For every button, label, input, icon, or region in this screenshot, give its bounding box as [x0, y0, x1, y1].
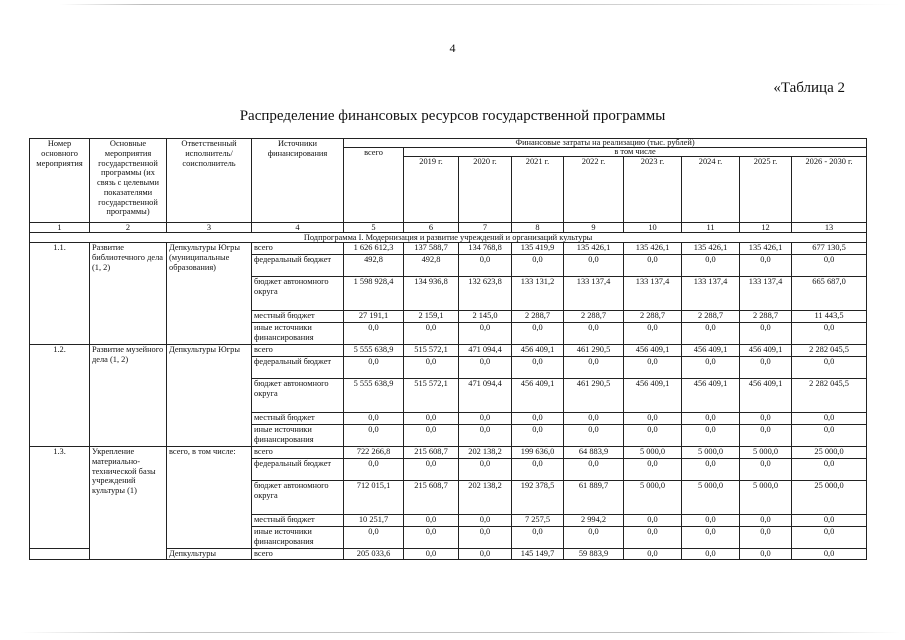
header-row-1 — [30, 139, 867, 148]
amount-cell: 0,0 — [459, 549, 512, 560]
header-responsible: Ответственный исполнитель/ соисполнитель — [167, 139, 252, 223]
amount-cell: 515 572,1 — [404, 345, 459, 357]
amount-cell: 0,0 — [792, 323, 867, 345]
amount-cell: 456 409,1 — [682, 345, 740, 357]
amount-cell: 5 555 638,9 — [344, 379, 404, 413]
responsible-executor: Депкультуры Югры — [167, 345, 252, 447]
amount-cell: 0,0 — [740, 413, 792, 425]
amount-cell: 25 000,0 — [792, 481, 867, 515]
amount-cell: 133 131,2 — [512, 277, 564, 311]
amount-cell: 0,0 — [740, 255, 792, 277]
amount-cell: 471 094,4 — [459, 379, 512, 413]
activity-name: Укрепление материально-технической базы учреждений культуры (1) — [90, 447, 167, 560]
amount-cell: 1 626 612,3 — [344, 243, 404, 255]
amount-cell: 0,0 — [564, 357, 624, 379]
responsible-executor: Депкультуры Югры (муниципальные образования) — [167, 243, 252, 345]
header-main-activities: Основные мероприятия государственной программы (их связь с целевыми показателями государственной программы) — [90, 139, 167, 223]
amount-cell: 0,0 — [459, 527, 512, 549]
column-number: 6 — [404, 223, 459, 233]
amount-cell: 471 094,4 — [459, 345, 512, 357]
amount-cell: 135 426,1 — [682, 243, 740, 255]
amount-cell: 145 149,7 — [512, 549, 564, 560]
column-number: 8 — [512, 223, 564, 233]
table-row — [30, 447, 867, 459]
amount-cell: 456 409,1 — [740, 345, 792, 357]
amount-cell: 0,0 — [792, 549, 867, 560]
amount-cell: 199 636,0 — [512, 447, 564, 459]
funding-source: иные источники финансирования — [252, 425, 344, 447]
column-number: 12 — [740, 223, 792, 233]
amount-cell: 0,0 — [344, 357, 404, 379]
amount-cell: 133 137,4 — [564, 277, 624, 311]
amount-cell: 0,0 — [682, 515, 740, 527]
table-body — [30, 233, 867, 560]
amount-cell: 0,0 — [564, 323, 624, 345]
amount-cell: 5 555 638,9 — [344, 345, 404, 357]
header-year: 2021 г. — [512, 157, 564, 223]
amount-cell: 456 409,1 — [624, 379, 682, 413]
header-sources: Источники финансирования — [252, 139, 344, 223]
amount-cell: 0,0 — [404, 459, 459, 481]
amount-cell: 215 608,7 — [404, 447, 459, 459]
subprogram-row — [30, 233, 867, 243]
funding-source: всего — [252, 447, 344, 459]
amount-cell: 0,0 — [404, 527, 459, 549]
amount-cell: 0,0 — [564, 413, 624, 425]
amount-cell: 0,0 — [740, 549, 792, 560]
column-number: 4 — [252, 223, 344, 233]
amount-cell: 0,0 — [459, 255, 512, 277]
funding-source: бюджет автономного округа — [252, 277, 344, 311]
column-number: 11 — [682, 223, 740, 233]
amount-cell: 2 145,0 — [459, 311, 512, 323]
amount-cell: 0,0 — [682, 413, 740, 425]
amount-cell: 456 409,1 — [740, 379, 792, 413]
amount-cell: 456 409,1 — [512, 379, 564, 413]
funding-source: местный бюджет — [252, 515, 344, 527]
amount-cell: 27 191,1 — [344, 311, 404, 323]
amount-cell: 0,0 — [682, 255, 740, 277]
amount-cell: 0,0 — [740, 425, 792, 447]
responsible-executor: всего, в том числе: — [167, 447, 252, 549]
amount-cell: 0,0 — [404, 515, 459, 527]
funding-source: всего — [252, 345, 344, 357]
amount-cell: 61 889,7 — [564, 481, 624, 515]
amount-cell: 0,0 — [624, 515, 682, 527]
amount-cell: 0,0 — [512, 413, 564, 425]
amount-cell: 0,0 — [792, 255, 867, 277]
header-year: 2023 г. — [624, 157, 682, 223]
amount-cell: 0,0 — [740, 527, 792, 549]
amount-cell: 0,0 — [344, 527, 404, 549]
amount-cell: 0,0 — [740, 323, 792, 345]
amount-cell: 0,0 — [682, 357, 740, 379]
amount-cell: 515 572,1 — [404, 379, 459, 413]
header-year: 2024 г. — [682, 157, 740, 223]
amount-cell: 5 000,0 — [682, 481, 740, 515]
header-number: Номер основного мероприятия — [30, 139, 90, 223]
amount-cell: 0,0 — [792, 425, 867, 447]
scan-edge-bottom — [20, 632, 900, 633]
amount-cell: 132 623,8 — [459, 277, 512, 311]
amount-cell: 2 282 045,5 — [792, 345, 867, 357]
amount-cell: 135 426,1 — [624, 243, 682, 255]
amount-cell: 2 288,7 — [682, 311, 740, 323]
amount-cell: 5 000,0 — [624, 481, 682, 515]
column-number: 13 — [792, 223, 867, 233]
amount-cell: 456 409,1 — [682, 379, 740, 413]
amount-cell: 2 994,2 — [564, 515, 624, 527]
amount-cell: 5 000,0 — [682, 447, 740, 459]
amount-cell: 0,0 — [792, 413, 867, 425]
amount-cell: 192 378,5 — [512, 481, 564, 515]
amount-cell: 2 288,7 — [564, 311, 624, 323]
amount-cell: 0,0 — [404, 549, 459, 560]
amount-cell: 461 290,5 — [564, 345, 624, 357]
amount-cell: 665 687,0 — [792, 277, 867, 311]
amount-cell: 135 419,9 — [512, 243, 564, 255]
amount-cell: 5 000,0 — [740, 447, 792, 459]
amount-cell: 0,0 — [624, 323, 682, 345]
header-year: 2020 г. — [459, 157, 512, 223]
header-year: 2026 - 2030 г. — [792, 157, 867, 223]
table-row — [30, 345, 867, 357]
amount-cell: 677 130,5 — [792, 243, 867, 255]
amount-cell: 133 137,4 — [740, 277, 792, 311]
funding-source: всего — [252, 549, 344, 560]
amount-cell: 202 138,2 — [459, 481, 512, 515]
amount-cell: 712 015,1 — [344, 481, 404, 515]
amount-cell: 11 443,5 — [792, 311, 867, 323]
amount-cell: 0,0 — [459, 459, 512, 481]
header-year: 2019 г. — [404, 157, 459, 223]
header-year: 2025 г. — [740, 157, 792, 223]
amount-cell: 7 257,5 — [512, 515, 564, 527]
column-number: 2 — [90, 223, 167, 233]
amount-cell: 0,0 — [740, 459, 792, 481]
column-number: 5 — [344, 223, 404, 233]
amount-cell: 134 936,8 — [404, 277, 459, 311]
header-including: в том числе — [404, 148, 867, 157]
funding-source: бюджет автономного округа — [252, 481, 344, 515]
amount-cell: 0,0 — [564, 425, 624, 447]
amount-cell: 0,0 — [404, 323, 459, 345]
header-total: всего — [344, 148, 404, 223]
funding-source: местный бюджет — [252, 311, 344, 323]
column-numbers-row — [30, 223, 867, 233]
amount-cell: 0,0 — [404, 413, 459, 425]
amount-cell: 0,0 — [512, 255, 564, 277]
amount-cell: 0,0 — [404, 357, 459, 379]
activity-number — [30, 549, 90, 560]
amount-cell: 135 426,1 — [564, 243, 624, 255]
column-number: 10 — [624, 223, 682, 233]
activity-name: Развитие библиотечного дела (1, 2) — [90, 243, 167, 345]
amount-cell: 0,0 — [459, 323, 512, 345]
column-number: 1 — [30, 223, 90, 233]
activity-number: 1.1. — [30, 243, 90, 345]
amount-cell: 0,0 — [682, 323, 740, 345]
amount-cell: 722 266,8 — [344, 447, 404, 459]
amount-cell: 456 409,1 — [512, 345, 564, 357]
financial-resources-table — [29, 138, 867, 560]
amount-cell: 133 137,4 — [624, 277, 682, 311]
amount-cell: 137 588,7 — [404, 243, 459, 255]
amount-cell: 0,0 — [344, 413, 404, 425]
amount-cell: 0,0 — [682, 459, 740, 481]
column-number: 7 — [459, 223, 512, 233]
amount-cell: 2 288,7 — [624, 311, 682, 323]
amount-cell: 0,0 — [792, 515, 867, 527]
column-number: 9 — [564, 223, 624, 233]
amount-cell: 0,0 — [564, 459, 624, 481]
amount-cell: 133 137,4 — [682, 277, 740, 311]
amount-cell: 0,0 — [624, 527, 682, 549]
amount-cell: 0,0 — [459, 425, 512, 447]
amount-cell: 10 251,7 — [344, 515, 404, 527]
amount-cell: 0,0 — [624, 413, 682, 425]
amount-cell: 5 000,0 — [740, 481, 792, 515]
amount-cell: 215 608,7 — [404, 481, 459, 515]
amount-cell: 0,0 — [459, 413, 512, 425]
funding-source: федеральный бюджет — [252, 357, 344, 379]
amount-cell: 2 159,1 — [404, 311, 459, 323]
amount-cell: 0,0 — [404, 425, 459, 447]
responsible-executor: Депкультуры — [167, 549, 252, 560]
activity-number: 1.3. — [30, 447, 90, 549]
amount-cell: 0,0 — [740, 357, 792, 379]
amount-cell: 5 000,0 — [624, 447, 682, 459]
amount-cell: 461 290,5 — [564, 379, 624, 413]
amount-cell: 0,0 — [682, 549, 740, 560]
funding-source: местный бюджет — [252, 413, 344, 425]
table-row — [30, 243, 867, 255]
amount-cell: 0,0 — [344, 425, 404, 447]
funding-source: федеральный бюджет — [252, 255, 344, 277]
subprogram-title: Подпрограмма I. Модернизация и развитие учреждений и организаций культуры — [30, 233, 867, 243]
amount-cell: 0,0 — [512, 459, 564, 481]
amount-cell: 492,8 — [404, 255, 459, 277]
amount-cell: 0,0 — [792, 357, 867, 379]
amount-cell: 2 282 045,5 — [792, 379, 867, 413]
amount-cell: 2 288,7 — [740, 311, 792, 323]
amount-cell: 0,0 — [792, 459, 867, 481]
funding-source: всего — [252, 243, 344, 255]
funding-source: иные источники финансирования — [252, 323, 344, 345]
amount-cell: 25 000,0 — [792, 447, 867, 459]
column-number: 3 — [167, 223, 252, 233]
amount-cell: 0,0 — [344, 323, 404, 345]
table-reference: «Таблица 2 — [773, 80, 845, 96]
amount-cell: 0,0 — [740, 515, 792, 527]
amount-cell: 456 409,1 — [624, 345, 682, 357]
amount-cell: 0,0 — [624, 459, 682, 481]
amount-cell: 135 426,1 — [740, 243, 792, 255]
amount-cell: 0,0 — [624, 255, 682, 277]
header-year: 2022 г. — [564, 157, 624, 223]
amount-cell: 0,0 — [512, 527, 564, 549]
amount-cell: 0,0 — [512, 357, 564, 379]
amount-cell: 0,0 — [624, 425, 682, 447]
funding-source: федеральный бюджет — [252, 459, 344, 481]
amount-cell: 1 598 928,4 — [344, 277, 404, 311]
funding-source: бюджет автономного округа — [252, 379, 344, 413]
amount-cell: 0,0 — [512, 425, 564, 447]
amount-cell: 64 883,9 — [564, 447, 624, 459]
activity-name: Развитие музейного дела (1, 2) — [90, 345, 167, 447]
amount-cell: 0,0 — [344, 459, 404, 481]
amount-cell: 492,8 — [344, 255, 404, 277]
amount-cell: 0,0 — [459, 357, 512, 379]
amount-cell: 0,0 — [792, 527, 867, 549]
amount-cell: 0,0 — [564, 527, 624, 549]
amount-cell: 202 138,2 — [459, 447, 512, 459]
amount-cell: 205 033,6 — [344, 549, 404, 560]
amount-cell: 0,0 — [564, 255, 624, 277]
activity-number: 1.2. — [30, 345, 90, 447]
header-financial-costs: Финансовые затраты на реализацию (тыс. рублей) — [344, 139, 867, 148]
amount-cell: 0,0 — [682, 425, 740, 447]
amount-cell: 0,0 — [459, 515, 512, 527]
document-title: Распределение финансовых ресурсов государственной программы — [239, 108, 666, 124]
scan-edge-top — [60, 4, 900, 5]
amount-cell: 134 768,8 — [459, 243, 512, 255]
page-number: 4 — [449, 41, 456, 55]
amount-cell: 0,0 — [512, 323, 564, 345]
amount-cell: 0,0 — [682, 527, 740, 549]
amount-cell: 0,0 — [624, 357, 682, 379]
amount-cell: 59 883,9 — [564, 549, 624, 560]
amount-cell: 0,0 — [624, 549, 682, 560]
funding-source: иные источники финансирования — [252, 527, 344, 549]
amount-cell: 2 288,7 — [512, 311, 564, 323]
